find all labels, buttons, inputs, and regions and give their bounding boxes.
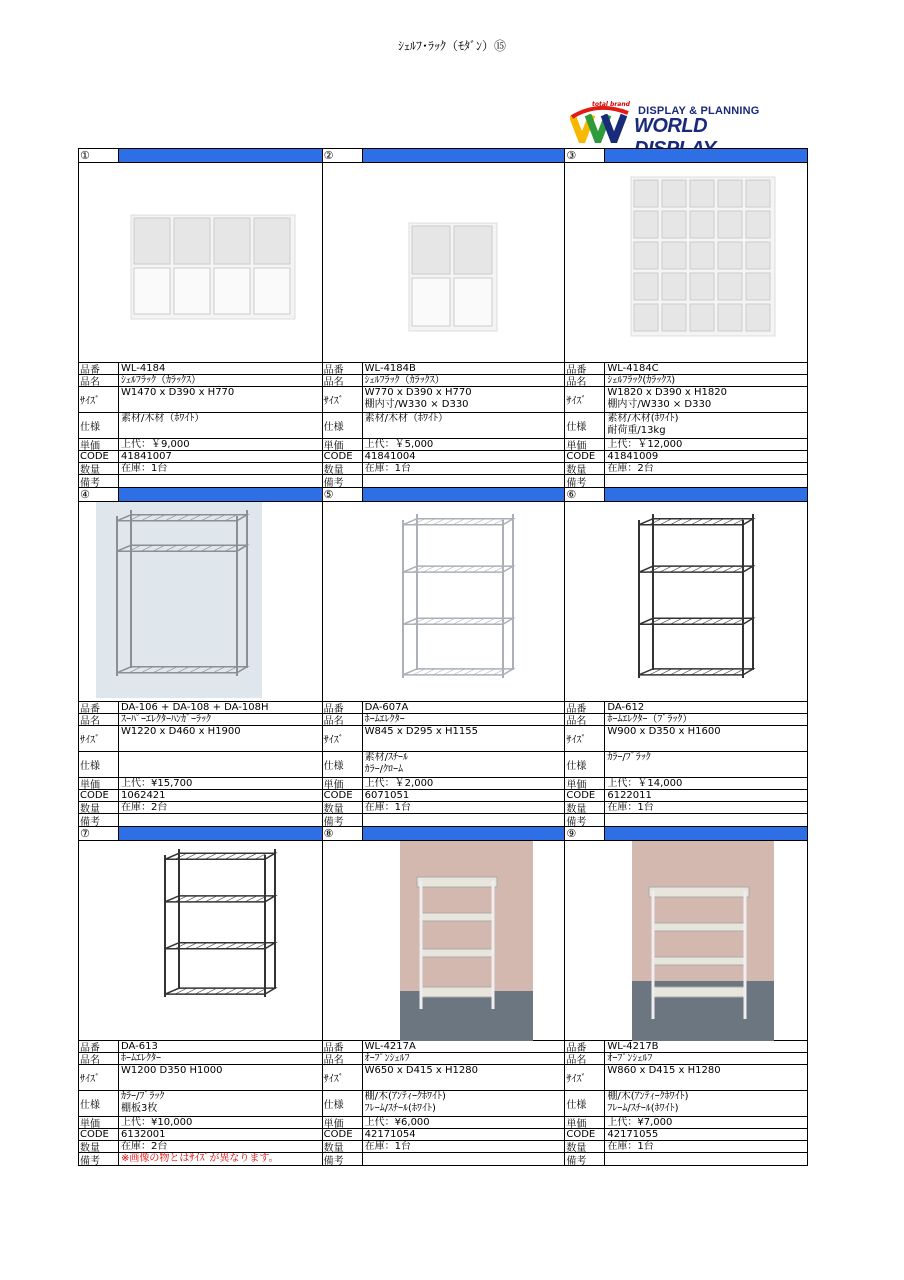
label-note: 備考 xyxy=(79,475,119,487)
label-name: 品名 xyxy=(565,1053,605,1064)
label-qty: 数量 xyxy=(323,463,363,474)
label-size: ｻｲｽﾞ xyxy=(79,387,119,412)
product-code: 6132001 xyxy=(121,1129,166,1140)
label-size: ｻｲｽﾞ xyxy=(79,726,119,751)
item-number: ③ xyxy=(565,149,605,162)
page-title: ｼｪﾙﾌ･ﾗｯｸ（ﾓﾀﾞﾝ）⑮ xyxy=(397,39,506,53)
header-bar xyxy=(119,149,322,162)
product-code: 6122011 xyxy=(607,790,652,801)
product-illustration xyxy=(565,163,808,363)
label-spec: 仕様 xyxy=(79,752,119,777)
label-price: 単価 xyxy=(323,439,363,450)
label-code: CODE xyxy=(565,790,605,801)
product-qty: 在庫：1台 xyxy=(607,802,654,813)
label-price: 単価 xyxy=(565,778,605,789)
product-note xyxy=(605,1153,807,1165)
product-spec: 素材/木材（ﾎﾜｲﾄ） xyxy=(121,413,205,424)
label-no: 品番 xyxy=(79,702,119,713)
item-number: ⑤ xyxy=(323,488,363,501)
product-cell xyxy=(322,488,565,826)
label-spec: 仕様 xyxy=(565,752,605,777)
product-price: 上代：¥15,700 xyxy=(121,778,193,789)
product-spec: 棚/木(ｱﾝﾃｨｰｸﾎﾜｲﾄ) ﾌﾚｰﾑ/ｽﾁｰﾙ(ﾎﾜｲﾄ) xyxy=(364,1091,446,1114)
label-note: 備考 xyxy=(565,1153,605,1165)
product-no: WL-4184B xyxy=(364,363,416,374)
label-name: 品名 xyxy=(79,375,119,386)
product-qty: 在庫：1台 xyxy=(364,463,412,474)
label-note: 備考 xyxy=(79,814,119,826)
product-spec: ｶﾗｰ/ﾌﾞﾗｯｸ xyxy=(607,752,651,763)
label-qty: 数量 xyxy=(79,1141,119,1152)
product-size: W1470 x D390 x H770 xyxy=(121,387,235,398)
product-name: ﾎｰﾑｴﾚｸﾀｰ xyxy=(364,714,405,725)
label-spec: 仕様 xyxy=(565,1091,605,1116)
label-code: CODE xyxy=(565,451,605,462)
product-price: 上代：￥5,000 xyxy=(364,439,434,450)
product-image xyxy=(79,841,322,1041)
label-name: 品名 xyxy=(79,714,119,725)
product-name: ﾎｰﾑｴﾚｸﾀｰ（ﾌﾞﾗｯｸ） xyxy=(607,714,693,725)
product-price: 上代：￥2,000 xyxy=(364,778,434,789)
label-price: 単価 xyxy=(79,1117,119,1128)
product-note xyxy=(119,475,322,487)
product-cell xyxy=(564,149,807,487)
label-no: 品番 xyxy=(565,1041,605,1052)
product-size: W845 x D295 x H1155 xyxy=(364,726,478,737)
product-no: WL-4184 xyxy=(121,363,166,374)
label-spec: 仕様 xyxy=(323,413,363,438)
product-illustration xyxy=(79,502,322,702)
label-note: 備考 xyxy=(565,814,605,826)
logo-tagline: total brand xyxy=(592,101,630,108)
product-note xyxy=(363,814,565,826)
label-size: ｻｲｽﾞ xyxy=(79,1065,119,1090)
product-size: W770 x D390 x H770 棚内寸/W330 × D330 xyxy=(364,387,472,410)
product-no: DA-612 xyxy=(607,702,645,713)
logo-line2: WORLD xyxy=(634,115,708,137)
label-no: 品番 xyxy=(323,363,363,374)
product-price: 上代：¥7,000 xyxy=(607,1117,673,1128)
label-spec: 仕様 xyxy=(79,413,119,438)
label-qty: 数量 xyxy=(323,802,363,813)
label-no: 品番 xyxy=(565,702,605,713)
product-qty: 在庫：1台 xyxy=(607,1141,654,1152)
label-qty: 数量 xyxy=(79,463,119,474)
label-price: 単価 xyxy=(79,439,119,450)
product-note xyxy=(605,814,807,826)
label-spec: 仕様 xyxy=(565,413,605,438)
product-image xyxy=(79,163,322,363)
label-qty: 数量 xyxy=(565,802,605,813)
product-spec: 素材/ｽﾁｰﾙ ｶﾗｰ/ｸﾛｰﾑ xyxy=(364,752,409,775)
label-size: ｻｲｽﾞ xyxy=(565,387,605,412)
product-note xyxy=(363,475,565,487)
product-price: 上代：￥9,000 xyxy=(121,439,190,450)
label-no: 品番 xyxy=(79,363,119,374)
item-number: ② xyxy=(323,149,363,162)
product-cell xyxy=(564,488,807,826)
product-illustration xyxy=(565,502,808,702)
item-number: ⑦ xyxy=(79,827,119,840)
label-size: ｻｲｽﾞ xyxy=(565,1065,605,1090)
label-price: 単価 xyxy=(565,439,605,450)
label-name: 品名 xyxy=(565,375,605,386)
product-code: 41841009 xyxy=(607,451,659,462)
product-illustration xyxy=(79,841,322,1041)
product-spec: 素材/木材(ﾎﾜｲﾄ) 耐荷重/13kg xyxy=(607,413,679,436)
label-note: 備考 xyxy=(79,1153,119,1165)
product-size: W1200 D350 H1000 xyxy=(121,1065,223,1076)
label-code: CODE xyxy=(79,790,119,801)
label-code: CODE xyxy=(565,1129,605,1140)
product-price: 上代：¥6,000 xyxy=(364,1117,430,1128)
product-size: W900 x D350 x H1600 xyxy=(607,726,721,737)
label-note: 備考 xyxy=(323,1153,363,1165)
label-qty: 数量 xyxy=(323,1141,363,1152)
label-qty: 数量 xyxy=(565,1141,605,1152)
product-no: WL-4184C xyxy=(607,363,659,374)
label-name: 品名 xyxy=(323,714,363,725)
product-row xyxy=(79,149,807,488)
label-name: 品名 xyxy=(565,714,605,725)
label-no: 品番 xyxy=(565,363,605,374)
label-code: CODE xyxy=(323,451,363,462)
label-size: ｻｲｽﾞ xyxy=(565,726,605,751)
product-no: DA-613 xyxy=(121,1041,158,1052)
label-name: 品名 xyxy=(323,375,363,386)
product-qty: 在庫：1台 xyxy=(121,463,168,474)
product-cell xyxy=(79,488,322,826)
header-bar xyxy=(363,827,565,840)
label-note: 備考 xyxy=(323,814,363,826)
product-price: 上代：¥10,000 xyxy=(121,1117,193,1128)
product-image xyxy=(565,163,807,363)
label-size: ｻｲｽﾞ xyxy=(323,726,363,751)
product-cell xyxy=(322,827,565,1165)
product-name: ｼｪﾙﾌﾗｯｸ（ｶﾗｯｸｽ） xyxy=(364,375,445,386)
product-name: ﾎｰﾑｴﾚｸﾀｰ xyxy=(121,1053,161,1064)
product-image xyxy=(79,502,322,702)
label-no: 品番 xyxy=(79,1041,119,1052)
product-image xyxy=(565,841,807,1041)
product-note xyxy=(363,1153,565,1165)
item-number: ⑥ xyxy=(565,488,605,501)
product-code: 1062421 xyxy=(121,790,166,801)
product-illustration xyxy=(323,502,566,702)
label-size: ｻｲｽﾞ xyxy=(323,387,363,412)
product-size: W1220 x D460 x H1900 xyxy=(121,726,241,737)
product-name: ｼｪﾙﾌﾗｯｸ(ｶﾗｯｸｽ) xyxy=(607,375,676,386)
label-spec: 仕様 xyxy=(323,1091,363,1116)
product-illustration xyxy=(79,163,322,363)
label-price: 単価 xyxy=(565,1117,605,1128)
label-no: 品番 xyxy=(323,1041,363,1052)
product-name: ｽｰﾊﾟｰｴﾚｸﾀｰﾊﾝｶﾞｰﾗｯｸ xyxy=(121,714,211,725)
product-spec: 棚/木(ｱﾝﾃｨｰｸﾎﾜｲﾄ) ﾌﾚｰﾑ/ｽﾁｰﾙ(ﾎﾜｲﾄ) xyxy=(607,1091,689,1114)
header-bar xyxy=(363,488,565,501)
label-size: ｻｲｽﾞ xyxy=(323,1065,363,1090)
product-price: 上代：￥14,000 xyxy=(607,778,683,789)
product-name: ｼｪﾙﾌﾗｯｸ（ｶﾗｯｸｽ） xyxy=(121,375,201,386)
product-qty: 在庫：2台 xyxy=(121,1141,168,1152)
product-note xyxy=(605,475,807,487)
product-qty: 在庫：2台 xyxy=(121,802,168,813)
label-code: CODE xyxy=(323,790,363,801)
label-spec: 仕様 xyxy=(79,1091,119,1116)
product-cell xyxy=(564,827,807,1165)
product-no: DA-106 + DA-108 + DA-108H xyxy=(121,702,269,713)
product-grid xyxy=(78,148,808,1166)
product-spec: 素材/木材（ﾎﾜｲﾄ） xyxy=(364,413,449,424)
item-number: ⑨ xyxy=(565,827,605,840)
label-note: 備考 xyxy=(565,475,605,487)
label-code: CODE xyxy=(323,1129,363,1140)
header-bar xyxy=(605,488,807,501)
product-image xyxy=(323,163,565,363)
product-code: 41841007 xyxy=(121,451,172,462)
product-code: 41841004 xyxy=(364,451,416,462)
product-qty: 在庫：1台 xyxy=(364,802,412,813)
product-row xyxy=(79,827,807,1165)
product-illustration xyxy=(323,841,566,1041)
product-qty: 在庫：1台 xyxy=(364,1141,412,1152)
item-number: ① xyxy=(79,149,119,162)
product-qty: 在庫：2台 xyxy=(607,463,654,474)
product-no: WL-4217A xyxy=(364,1041,416,1052)
product-no: WL-4217B xyxy=(607,1041,659,1052)
label-no: 品番 xyxy=(323,702,363,713)
header-bar xyxy=(605,827,807,840)
label-price: 単価 xyxy=(79,778,119,789)
product-illustration xyxy=(323,163,566,363)
label-price: 単価 xyxy=(323,778,363,789)
product-size: W650 x D415 x H1280 xyxy=(364,1065,478,1076)
product-price: 上代：￥12,000 xyxy=(607,439,683,450)
label-name: 品名 xyxy=(323,1053,363,1064)
header-bar xyxy=(119,488,322,501)
product-spec xyxy=(119,752,322,777)
product-spec: ｶﾗｰ/ﾌﾞﾗｯｸ 棚板3枚 xyxy=(121,1091,165,1114)
header-bar xyxy=(605,149,807,162)
company-logo xyxy=(570,101,792,143)
label-code: CODE xyxy=(79,451,119,462)
product-cell xyxy=(79,827,322,1165)
product-note: ※画像の物とはｻｲｽﾞが異なります。 xyxy=(121,1153,279,1164)
product-image xyxy=(323,841,565,1041)
product-code: 42171055 xyxy=(607,1129,659,1140)
header-bar xyxy=(363,149,565,162)
label-note: 備考 xyxy=(323,475,363,487)
product-code: 42171054 xyxy=(364,1129,416,1140)
item-number: ⑧ xyxy=(323,827,363,840)
product-image xyxy=(565,502,807,702)
product-size: W860 x D415 x H1280 xyxy=(607,1065,721,1076)
label-code: CODE xyxy=(79,1129,119,1140)
label-qty: 数量 xyxy=(79,802,119,813)
header-bar xyxy=(119,827,322,840)
product-image xyxy=(323,502,565,702)
product-row xyxy=(79,488,807,827)
product-name: ｵｰﾌﾟﾝｼｪﾙﾌ xyxy=(364,1053,410,1064)
product-illustration xyxy=(565,841,808,1041)
product-name: ｵｰﾌﾟﾝｼｪﾙﾌ xyxy=(607,1053,653,1064)
product-note xyxy=(119,814,322,826)
product-size: W1820 x D390 x H1820 棚内寸/W330 × D330 xyxy=(607,387,727,410)
product-cell xyxy=(79,149,322,487)
product-no: DA-607A xyxy=(364,702,409,713)
product-cell xyxy=(322,149,565,487)
label-spec: 仕様 xyxy=(323,752,363,777)
logo-line1: DISPLAY & PLANNING xyxy=(638,105,760,117)
label-qty: 数量 xyxy=(565,463,605,474)
item-number: ④ xyxy=(79,488,119,501)
product-code: 6071051 xyxy=(364,790,410,801)
label-name: 品名 xyxy=(79,1053,119,1064)
label-price: 単価 xyxy=(323,1117,363,1128)
